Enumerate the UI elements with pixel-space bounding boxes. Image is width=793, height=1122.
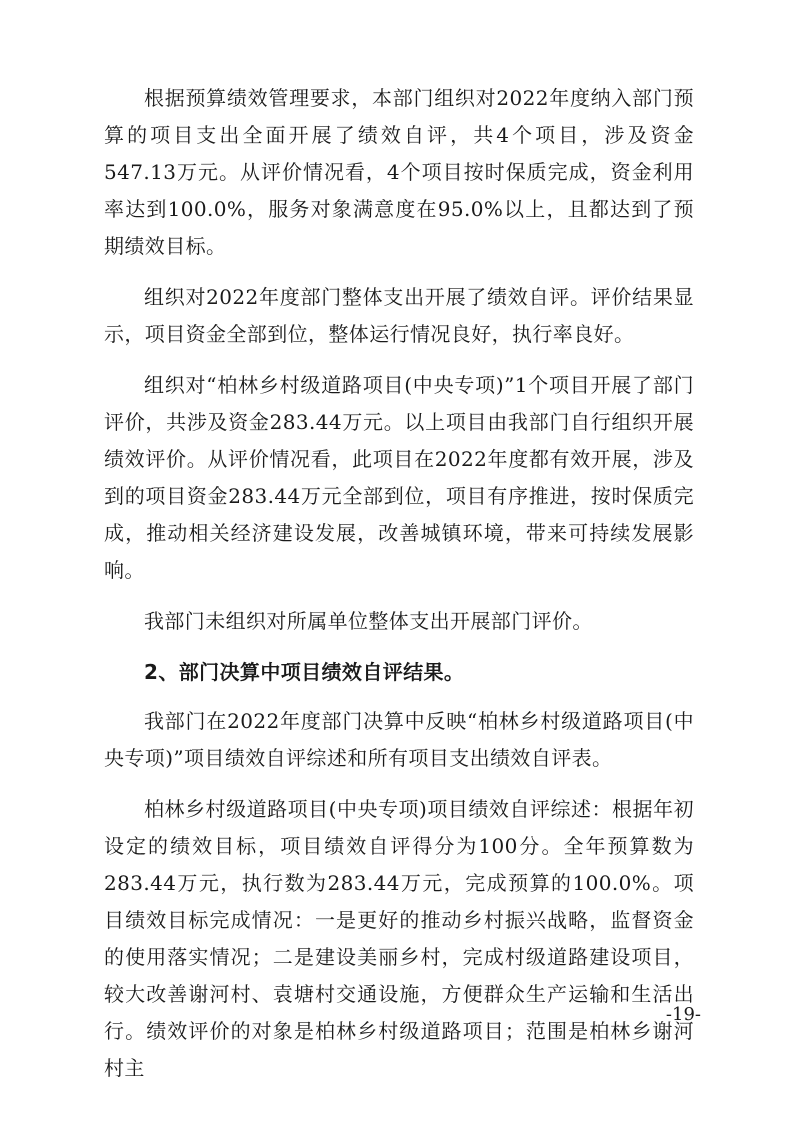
- page-number: -19-: [665, 1004, 701, 1025]
- paragraph-subordinate-units: 我部门未组织对所属单位整体支出开展部门评价。: [144, 609, 593, 633]
- paragraph-project-summary: 柏林乡村级道路项目(中央专项)项目绩效自评综述：根据年初设定的绩效目标，项目绩效自评得分为100分。全年预算数为283.44万元，执行数为283.44万元，完成预算的100.0%。项目绩效目标完成情况：一是更好的推动乡村振兴战略，监督资金的使用落实情况；二是建设美丽乡村，完成村级道路建设项目，较大改善谢河村、袁塘村交通设施，方便群众生产运输和生活出行。绩效评价的对象是柏林乡村级道路项目；范围是柏林乡谢河村主: [104, 797, 694, 1080]
- paragraph-department-evaluation: 组织对“柏林乡村级道路项目(中央专项)”1个项目开展了部门评价，共涉及资金283.44万元。以上项目由我部门自行组织开展绩效评价。从评价情况看，此项目在2022年度都有效开展，涉及到的项目资金283.44万元全部到位，项目有序推进，按时保质完成，推动相关经济建设发展，改善城镇环境，带来可持续发展影响。: [104, 373, 694, 582]
- section-heading: 2、部门决算中项目绩效自评结果。: [144, 660, 465, 684]
- paragraph-overall-expenditure: 组织对2022年度部门整体支出开展了绩效自评。评价结果显示，项目资金全部到位，整体运行情况良好，执行率良好。: [104, 285, 694, 346]
- paragraph-final-accounts: 我部门在2022年度部门决算中反映“柏林乡村级道路项目(中央专项)”项目绩效自评综述和所有项目支出绩效自评表。: [104, 709, 694, 770]
- paragraph-performance-overview: 根据预算绩效管理要求，本部门组织对2022年度纳入部门预算的项目支出全面开展了绩效自评，共4个项目，涉及资金547.13万元。从评价情况看，4个项目按时保质完成，资金利用率达到100.0%，服务对象满意度在95.0%以上，且都达到了预期绩效目标。: [104, 86, 694, 258]
- document-page: [104, 80, 694, 1101]
